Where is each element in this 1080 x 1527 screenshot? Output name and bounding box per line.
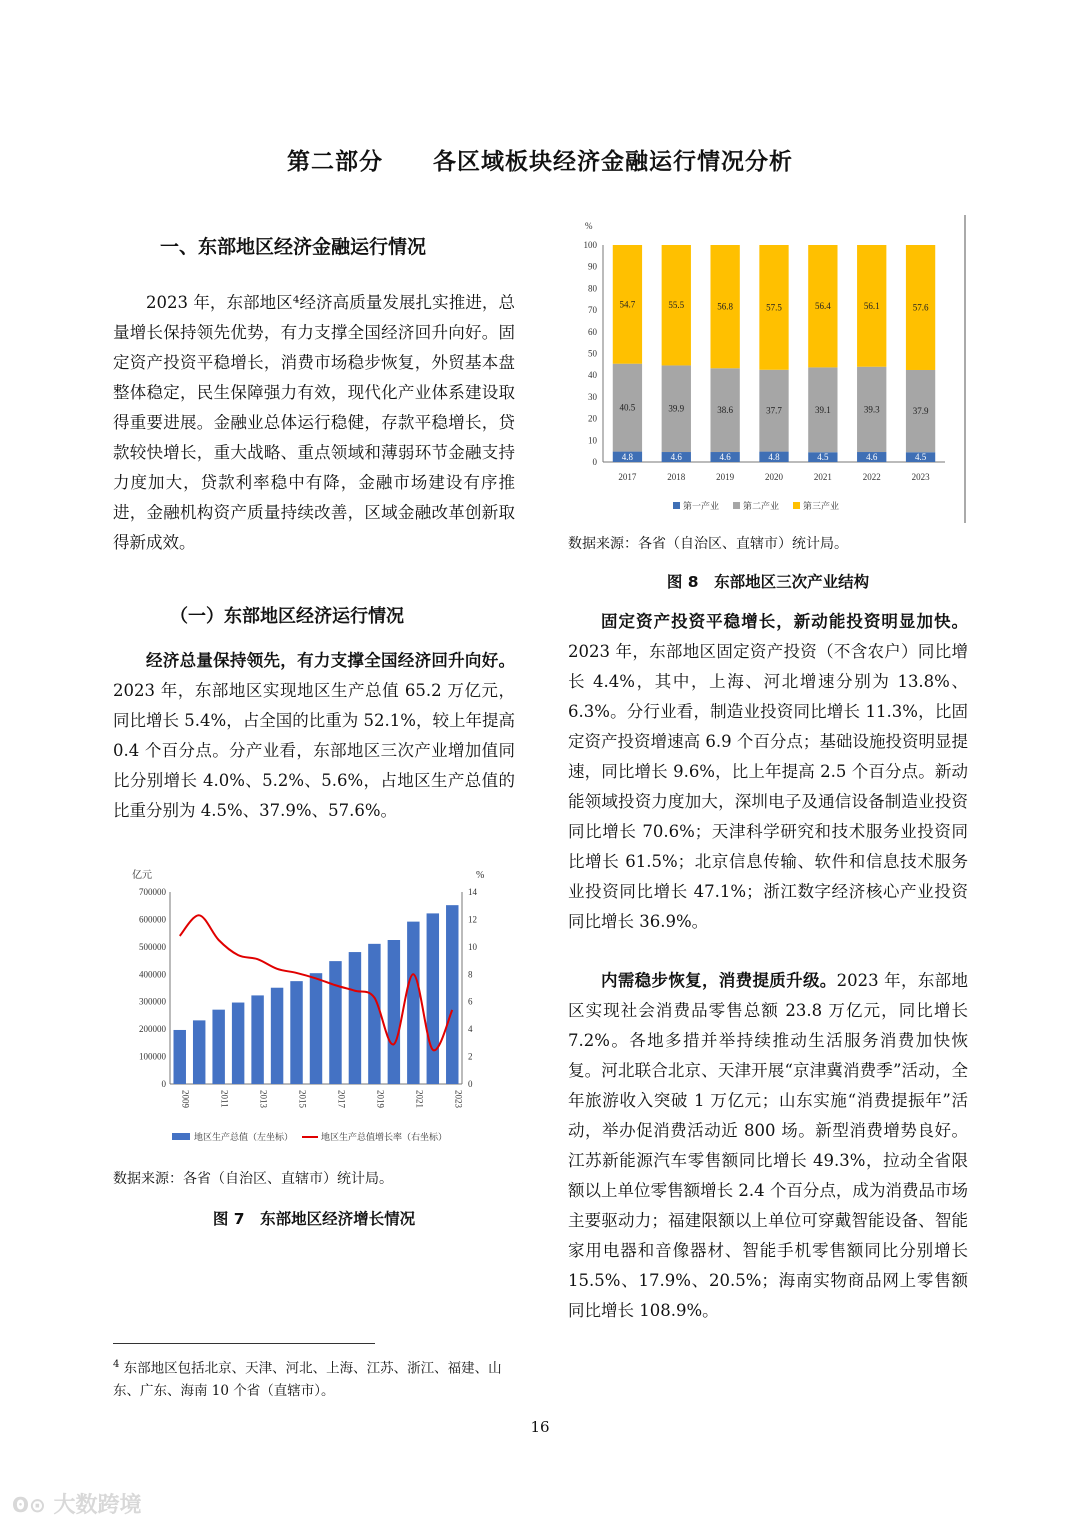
segment-data-label: 4.6 [670, 452, 682, 463]
segment-data-label: 39.9 [668, 403, 685, 414]
gdp-bar [251, 995, 263, 1084]
y-tick-label: 80 [588, 283, 597, 294]
segment-data-label: 40.5 [619, 402, 636, 413]
x-tick-label: 2021 [813, 472, 832, 482]
section-heading: 一、东部地区经济金融运行情况 [160, 236, 427, 258]
x-tick-label: 2013 [258, 1090, 269, 1108]
right-tick-label: 10 [468, 941, 477, 952]
legend-swatch-2 [733, 502, 740, 509]
figure-8-caption: 图 8 东部地区三次产业结构 [666, 573, 870, 591]
gdp-bar [427, 913, 439, 1084]
x-tick-label: 2019 [716, 472, 735, 482]
segment-data-label: 54.7 [619, 299, 636, 310]
right-tick-label: 0 [468, 1079, 473, 1089]
left-tick-label: 500000 [139, 941, 166, 952]
gdp-bar [232, 1003, 244, 1084]
segment-data-label: 56.1 [863, 300, 880, 311]
x-tick-label: 2011 [219, 1090, 230, 1108]
watermark-text: 大数跨境 [53, 1493, 142, 1518]
x-tick-label: 2015 [297, 1090, 308, 1108]
left-tick-label: 400000 [139, 969, 166, 980]
watermark [12, 1488, 141, 1519]
right-tick-label: 4 [468, 1024, 473, 1035]
x-tick-label: 2022 [862, 472, 881, 482]
left-tick-label: 300000 [139, 996, 166, 1007]
gdp-bar [290, 981, 302, 1084]
legend-swatch-1 [673, 502, 680, 509]
y-tick-label: 0 [592, 457, 597, 467]
gdp-bar [310, 973, 322, 1084]
y-tick-label: 50 [588, 348, 597, 359]
x-tick-label: 2017 [618, 472, 637, 482]
y-tick-label: 30 [588, 391, 597, 402]
right-tick-label: 2 [468, 1051, 473, 1062]
footnote-mark: 4 [113, 1359, 120, 1370]
gdp-bar [446, 905, 458, 1084]
left-axis-unit: 亿元 [132, 870, 152, 881]
y-tick-label: 10 [588, 435, 597, 446]
intro-text: 2023 年，东部地区⁴经济高质量发展扎实推进，总量增长保持领先优势，有力支撑全国经济回升向好。固定资产投资平稳增长，消费市场稳步恢复，外贸基本盘整体稳定，民生保障强力有效，现代化产业体系建设取得重要进展。金融业总体运行稳健，存款平稳增长，贷款较快增长，重大战略、重点领域和薄弱环节金融支持力度加大，贷款利率稳中有降，金融市场建设有序推进，金融机构资产质量持续改善，区域金融改革创新取得新成效。 [113, 293, 515, 552]
page-number: 16 [530, 1418, 550, 1436]
part-label: 第二部分 [287, 149, 383, 175]
x-tick-label: 2021 [414, 1090, 425, 1108]
y-tick-label: 20 [588, 413, 597, 424]
y-tick-label: 70 [588, 305, 597, 316]
page-title [0, 143, 1080, 176]
y-tick-label: 40 [588, 370, 597, 381]
left-tick-label: 100000 [139, 1051, 166, 1062]
x-tick-label: 2017 [336, 1090, 347, 1108]
right-tick-label: 12 [468, 914, 477, 925]
investment-lead: 固定资产投资平稳增长，新动能投资明显加快。 [601, 612, 968, 631]
right-tick-label: 8 [468, 969, 473, 980]
segment-data-label: 56.8 [717, 301, 734, 312]
figure-7-caption: 图 7 东部地区经济增长情况 [212, 1210, 416, 1228]
legend-label-2: 第二产业 [743, 502, 780, 512]
gdp-bar [271, 988, 283, 1084]
segment-data-label: 4.6 [866, 452, 878, 463]
left-tick-label: 200000 [139, 1024, 166, 1035]
gdp-bar [368, 944, 380, 1084]
segment-data-label: 4.5 [817, 452, 829, 463]
x-tick-label: 2023 [911, 472, 930, 482]
gdp-bar [407, 922, 419, 1084]
gdp-bar [349, 952, 361, 1084]
y-tick-label: 60 [588, 326, 597, 337]
consumption-text: 2023 年，东部地区实现社会消费品零售总额 23.8 万亿元，同比增长 7.2%。各地多措并举持续推动生活服务消费加快恢复。河北联合北京、天津开展“京津冀消费季”活动，全年旅游收入突破 1 万亿元；山东实施“消费提振年”活动，举办促消费活动近 800 场。新型消费增势良好。江苏新能源汽车零售额同比增长 49.3%，拉动全省限额以上单位零售额增长 2.4 个百分点，成为消费品市场主要驱动力；福建限额以上单位可穿戴智能设备、智能家用电器和音像器材、智能手机零售额同比分别增长 15.5%、17.9%、20.5%；海南实物商品网上零售额同比增长 108.9%。 [568, 971, 968, 1320]
figure-7-chart [110, 860, 520, 1160]
left-tick-label: 600000 [139, 914, 166, 925]
right-axis-unit: % [476, 870, 485, 881]
watermark-logo-icon: ʘ⊙ [12, 1493, 46, 1517]
segment-data-label: 4.5 [914, 452, 927, 463]
segment-data-label: 55.5 [668, 300, 685, 311]
segment-data-label: 4.6 [719, 452, 731, 463]
segment-data-label: 38.6 [717, 405, 734, 416]
legend-gdp-swatch [172, 1133, 190, 1140]
y-tick-label: 100 [583, 240, 597, 250]
segment-data-label: 39.1 [814, 404, 831, 415]
segment-data-label: 57.5 [766, 302, 782, 313]
legend-rate-label: 地区生产总值增长率（右坐标） [321, 1133, 448, 1143]
legend-gdp-label: 地区生产总值（左坐标） [194, 1133, 294, 1143]
segment-data-label: 4.8 [768, 451, 780, 462]
footnote [113, 1354, 523, 1402]
segment-data-label: 37.9 [912, 406, 929, 417]
segment-data-label: 39.3 [863, 404, 880, 415]
legend-swatch-3 [793, 502, 800, 509]
segment-data-label: 4.8 [621, 451, 634, 462]
y-tick-label: 90 [588, 261, 597, 272]
segment-data-label: 56.4 [814, 301, 831, 312]
left-tick-label: 0 [161, 1079, 166, 1089]
consumption-paragraph [568, 966, 968, 1326]
segment-data-label: 37.7 [766, 405, 782, 416]
figure-8-source: 数据来源：各省（自治区、直辖市）统计局。 [568, 536, 848, 552]
x-tick-label: 2020 [765, 472, 783, 482]
gdp-bar [329, 961, 341, 1084]
investment-text: 2023 年，东部地区固定资产投资（不含农户）同比增长 4.4%，其中，上海、河北增速分别为 13.8%、6.3%。分行业看，制造业投资同比增长 11.3%，比固定资产投资增速高 6.9 个百分点；基础设施投资明显提速，同比增长 9.6%，比上年提高 2.5 个百分点。新动能领域投资力度加大，深圳电子及通信设备制造业投资同比增长 70.6%；天津科学研究和技术服务业投资同比增长 61.5%；北京信息传输、软件和信息技术服务业投资同比增长 47.1%；浙江数字经济核心产业投资同比增长 36.9%。 [568, 642, 968, 931]
gdp-bar [388, 940, 400, 1084]
x-tick-label: 2019 [375, 1090, 386, 1108]
figure-8-chart [565, 215, 970, 525]
footnote-rule [113, 1343, 375, 1344]
x-tick-label: 2023 [453, 1090, 464, 1108]
intro-paragraph [113, 288, 515, 558]
x-tick-label: 2018 [667, 472, 686, 482]
legend-label-3: 第三产业 [803, 502, 840, 512]
figure-7-source: 数据来源：各省（自治区、直辖市）统计局。 [113, 1171, 393, 1187]
segment-data-label: 57.6 [912, 302, 929, 313]
gdp-text: 2023 年，东部地区实现地区生产总值 65.2 万亿元，同比增长 5.4%，占全国的比重为 52.1%，较上年提高 0.4 个百分点。分产业看，东部地区三次产业增加值同比分别增长 4.0%、5.2%、5.6%，占地区生产总值的比重分别为 4.5%、37.9%、57.6%。 [113, 681, 515, 820]
right-tick-label: 14 [468, 887, 477, 897]
subheading: （一）东部地区经济运行情况 [170, 606, 404, 627]
investment-paragraph [568, 607, 968, 937]
legend-label-1: 第一产业 [683, 502, 720, 512]
gdp-bar [212, 1010, 224, 1084]
gdp-bar [174, 1030, 186, 1084]
gdp-paragraph [113, 646, 515, 826]
gdp-lead: 经济总量保持领先，有力支撑全国经济回升向好。 [146, 651, 515, 670]
x-tick-label: 2009 [180, 1090, 191, 1108]
left-tick-label: 700000 [139, 887, 166, 897]
right-tick-label: 6 [468, 996, 473, 1007]
y-axis-unit: % [585, 221, 593, 231]
consumption-lead: 内需稳步恢复，消费提质升级。 [601, 971, 837, 990]
part-title: 各区域板块经济金融运行情况分析 [433, 149, 793, 175]
footnote-text: 东部地区包括北京、天津、河北、上海、江苏、浙江、福建、山东、广东、海南 10 个省（直辖市）。 [113, 1360, 502, 1399]
gdp-bar [193, 1020, 205, 1084]
